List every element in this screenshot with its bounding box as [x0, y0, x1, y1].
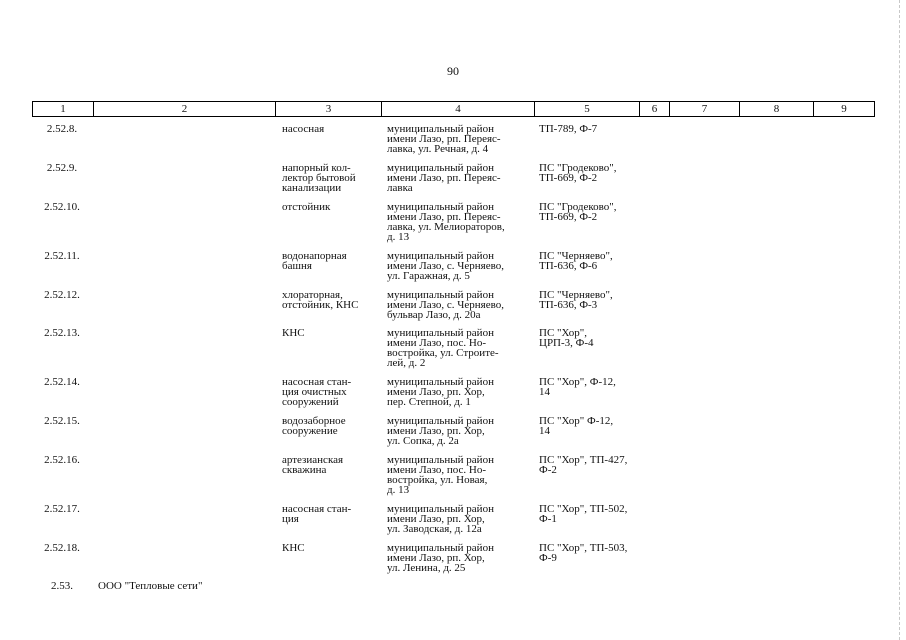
header-col-6: 6	[640, 102, 670, 116]
row-number: 2.52.18.	[44, 542, 80, 554]
page-number: 90	[447, 64, 459, 78]
object-address: муниципальный район имени Лазо, пос. Но- востройка, ул. Строите- лей, д. 2	[387, 327, 499, 369]
object-address: муниципальный район имени Лазо, рп. Хор, пер. Степной, д. 1	[387, 376, 494, 408]
power-supply: ПС "Хор", ТП-427, Ф-2	[539, 454, 628, 476]
header-col-5: 5	[535, 102, 640, 116]
object-name: артезианская скважина	[282, 454, 344, 476]
object-address: муниципальный район имени Лазо, с. Черняево, ул. Гаражная, д. 5	[387, 250, 504, 282]
power-supply: ПС "Хор", ТП-502, Ф-1	[539, 503, 628, 525]
row-number: 2.52.16.	[44, 454, 80, 466]
row-number: 2.52.17.	[44, 503, 80, 515]
object-name: КНС	[282, 542, 305, 554]
object-name: отстойник	[282, 201, 331, 213]
header-col-3: 3	[276, 102, 382, 116]
object-address: муниципальный район имени Лазо, пос. Но- востройка, ул. Новая, д. 13	[387, 454, 494, 496]
object-address: муниципальный район имени Лазо, рп. Переяс- лавка, ул. Мелиораторов, д. 13	[387, 201, 505, 243]
row-number: 2.52.12.	[44, 289, 80, 301]
object-name: насосная стан- ция	[282, 503, 352, 525]
power-supply: ПС "Гродеково", ТП-669, Ф-2	[539, 201, 617, 223]
row-number: 2.52.13.	[44, 327, 80, 339]
header-col-9: 9	[841, 103, 847, 115]
object-address: муниципальный район имени Лазо, рп. Хор, ул. Заводская, д. 12а	[387, 503, 494, 535]
row-number: 2.52.11.	[44, 250, 80, 262]
header-col-7: 7	[670, 102, 740, 116]
power-supply: ПС "Черняево", ТП-636, Ф-6	[539, 250, 613, 272]
object-name: водонапорная башня	[282, 250, 347, 272]
object-address: муниципальный район имени Лазо, рп. Хор, ул. Сопка, д. 2а	[387, 415, 494, 447]
object-name: КНС	[282, 327, 305, 339]
header-col-4: 4	[382, 102, 535, 116]
object-name: хлораторная, отстойник, КНС	[282, 289, 359, 311]
header-col-8: 8	[740, 102, 814, 116]
header-col-2: 2	[94, 102, 276, 116]
object-address: муниципальный район имени Лазо, рп. Переяс- лавка	[387, 162, 501, 194]
object-name: насосная стан- ция очистных сооружений	[282, 376, 352, 408]
power-supply: ПС "Черняево", ТП-636, Ф-3	[539, 289, 613, 311]
row-number: 2.52.10.	[44, 201, 80, 213]
scan-edge-line	[899, 0, 900, 640]
organization-name: ООО "Тепловые сети"	[98, 580, 203, 592]
row-number: 2.52.8.	[46, 123, 78, 135]
object-address: муниципальный район имени Лазо, рп. Переяс- лавка, ул. Речная, д. 4	[387, 123, 501, 155]
power-supply: ПС "Хор", Ф-12, 14	[539, 376, 616, 398]
power-supply: ТП-789, Ф-7	[539, 123, 598, 135]
power-supply: ПС "Хор", ЦРП-3, Ф-4	[539, 327, 594, 349]
object-address: муниципальный район имени Лазо, рп. Хор, ул. Ленина, д. 25	[387, 542, 494, 574]
object-name: водозаборное сооружение	[282, 415, 346, 437]
power-supply: ПС "Гродеково", ТП-669, Ф-2	[539, 162, 617, 184]
row-number: 2.52.9.	[46, 162, 78, 174]
organization-number: 2.53.	[51, 580, 73, 592]
table-header-row	[32, 101, 875, 117]
header-col-1: 1	[33, 102, 94, 116]
row-number: 2.52.14.	[44, 376, 80, 388]
object-name: насосная	[282, 123, 325, 135]
power-supply: ПС "Хор" Ф-12, 14	[539, 415, 614, 437]
row-number: 2.52.15.	[44, 415, 80, 427]
power-supply: ПС "Хор", ТП-503, Ф-9	[539, 542, 628, 564]
object-address: муниципальный район имени Лазо, с. Черняево, бульвар Лазо, д. 20а	[387, 289, 504, 321]
object-name: напорный кол- лектор бытовой канализации	[282, 162, 356, 194]
